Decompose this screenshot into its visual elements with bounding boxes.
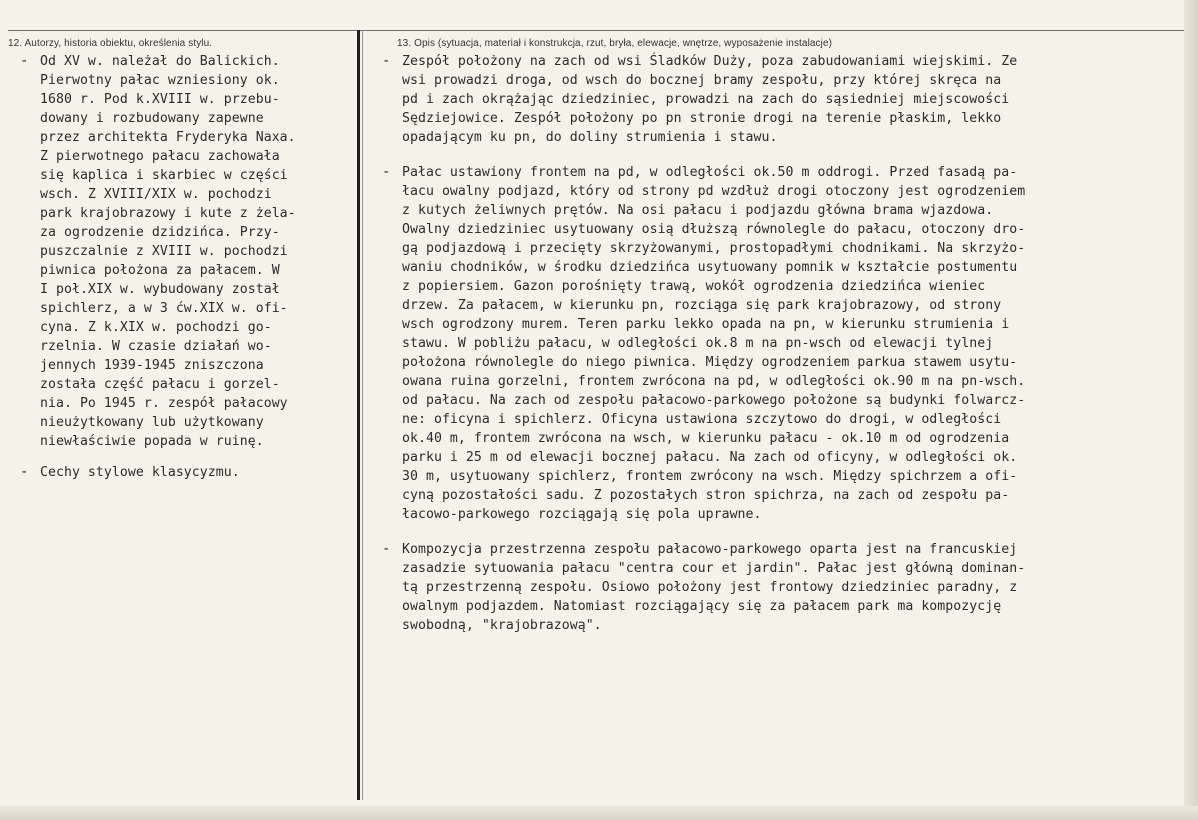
text-line: nieużytkowany lub użytkowany — [40, 415, 264, 430]
text-line: tą przestrzenną zespołu. Osiowo położony jest frontowy dziedziniec paradny, z — [402, 580, 1018, 595]
text-line: stawu. W pobliżu pałacu, w odległości ok.8 m na pn-wsch od elewacji tylnej — [402, 336, 994, 351]
text-line: Kompozycja przestrzenna zespołu pałacowo-parkowego oparta jest na francuskiej — [402, 542, 1018, 557]
text-line: puszczalnie z XVIII w. pochodzi — [40, 244, 288, 259]
left-column-header: 12. Autorzy, historia obiektu, określenia stylu. — [8, 38, 213, 49]
composition-paragraph — [372, 540, 1180, 635]
text-line: wsch ogrodzony murem. Teren parku lekko opada na pn, w kierunku strumienia i — [402, 317, 1010, 332]
text-line: z kutych żeliwnych prętów. Na osi pałacu i podjazdu główna brama wjazdowa. — [402, 203, 994, 218]
right-column-header: 13. Opis (sytuacja, materiał i konstrukcja, rzut, bryła, elewacje, wnętrze, wyposażenie instalacje) — [397, 38, 833, 49]
text-line: dowany i rozbudowany zapewne — [40, 111, 264, 126]
text-line: z popiersiem. Gazon porośnięty trawą, wokół ogrodzenia dziedzińca wieniec — [402, 279, 986, 294]
text-line: nia. Po 1945 r. zespół pałacowy — [40, 396, 288, 411]
column-divider — [357, 30, 360, 800]
history-paragraph — [10, 52, 355, 451]
text-line: gą podjazdową i przecięty skrzyżowanymi, prostopadłymi chodnikami. Na skrzyżo- — [402, 241, 1026, 256]
bullet-dash: - — [20, 53, 29, 69]
text-line: opadającym ku pn, do doliny strumienia i stawu. — [402, 130, 778, 145]
text-line: cyna. Z k.XIX w. pochodzi go- — [40, 320, 272, 335]
location-paragraph — [372, 52, 1180, 147]
text-line: położona równolegle do niego piwnica. Między ogrodzeniem parkua stawem usytu- — [402, 355, 1018, 370]
text-line: waniu chodników, w środku dziedzińca usytuowany pomnik w kształcie postumentu — [402, 260, 1018, 275]
text-line: łacu owalny podjazd, który od strony pd wzdłuż drogi otoczony jest ogrodzeniem — [402, 184, 1026, 199]
text-line: 1680 r. Pod k.XVIII w. przebu- — [40, 92, 280, 107]
text-line: owana ruina gorzelni, frontem zwrócona na pd, w odległości ok.90 m na pn-wsch. — [402, 374, 1026, 389]
text-line: Owalny dziedziniec usytuowany osią dłuższą równolegle do pałacu, otoczony dro- — [402, 222, 1026, 237]
text-line: pd i zach okrążając dziedziniec, prowadzi na zach do sąsiedniej miejscowości — [402, 92, 1010, 107]
text-line: niewłaściwie popada w ruinę. — [40, 434, 264, 449]
text-line: Sędziejowice. Zespół położony po pn stronie drogi na terenie płaskim, lekko — [402, 111, 1002, 126]
text-line: się kaplica i skarbiec w części — [40, 168, 288, 183]
text-line: Od XV w. należał do Balickich. — [40, 54, 280, 69]
text-line: I poł.XIX w. wybudowany został — [40, 282, 280, 297]
text-line: od pałacu. Na zach od zespołu pałacowo-parkowego położone są budynki folwarcz- — [402, 393, 1026, 408]
text-line: ne: oficyna i spichlerz. Oficyna ustawiona szczytowo do drogi, w odległości — [402, 412, 1002, 427]
text-line: wsi prowadzi droga, od wsch do bocznej bramy zespołu, przy której skręca na — [402, 73, 1002, 88]
text-line: rzelnia. W czasie działań wo- — [40, 339, 272, 354]
text-line: ok.40 m, frontem zwrócona na wsch, w kierunku pałacu - ok.10 m od ogrodzenia — [402, 431, 1010, 446]
bullet-dash: - — [20, 464, 29, 480]
bullet-dash: - — [382, 541, 391, 557]
bullet-dash: - — [382, 164, 391, 180]
text-line: swobodną, "krajobrazową". — [402, 618, 602, 633]
text-line: owalnym podjazdem. Natomiast rozciągający się za pałacem park ma kompozycję — [402, 599, 1002, 614]
description-paragraph — [372, 163, 1180, 524]
page-edge-bottom — [0, 806, 1198, 820]
text-line: parku i 25 m od elewacji bocznej pałacu. Na zach od oficyny, w odległości ok. — [402, 450, 1018, 465]
text-line: łacowo-parkowego rozciągają się pola uprawne. — [402, 507, 762, 522]
text-line: Pałac ustawiony frontem na pd, w odległości ok.50 m oddrogi. Przed fasadą pa- — [402, 165, 1018, 180]
top-rule — [8, 30, 1184, 31]
bullet-dash: - — [382, 53, 391, 69]
page-edge-right — [1184, 0, 1198, 820]
text-line: jennych 1939-1945 zniszczona — [40, 358, 264, 373]
text-line: Pierwotny pałac wzniesiony ok. — [40, 73, 280, 88]
right-column-body — [372, 52, 1180, 635]
text-line: za ogrodzenie dzidzińca. Przy- — [40, 225, 280, 240]
text-line: Cechy stylowe klasycyzmu. — [40, 465, 240, 480]
style-paragraph — [10, 463, 355, 482]
text-line: przez architekta Fryderyka Naxa. — [40, 130, 296, 145]
text-line: wsch. Z XVIII/XIX w. pochodzi — [40, 187, 272, 202]
text-line: Z pierwotnego pałacu zachowała — [40, 149, 280, 164]
text-line: cyną pozostałości sadu. Z pozostałych stron spichrza, na zach od zespołu pa- — [402, 488, 1010, 503]
text-line: została część pałacu i gorzel- — [40, 377, 280, 392]
left-column-body — [10, 52, 355, 482]
column-divider-thin — [362, 30, 363, 800]
text-line: spichlerz, a w 3 ćw.XIX w. ofi- — [40, 301, 288, 316]
text-line: piwnica położona za pałacem. W — [40, 263, 280, 278]
text-line: 30 m, usytuowany spichlerz, frontem zwrócony na wsch. Między spichrzem a ofi- — [402, 469, 1018, 484]
text-line: Zespół położony na zach od wsi Śladków Duży, poza zabudowaniami wiejskimi. Ze — [402, 54, 1018, 69]
text-line: zasadzie sytuowania pałacu "centra cour et jardin". Pałac jest główną dominan- — [402, 561, 1026, 576]
text-line: drzew. Za pałacem, w kierunku pn, rozciąga się park krajobrazowy, od strony — [402, 298, 1002, 313]
text-line: park krajobrazowy i kute z żela- — [40, 206, 296, 221]
